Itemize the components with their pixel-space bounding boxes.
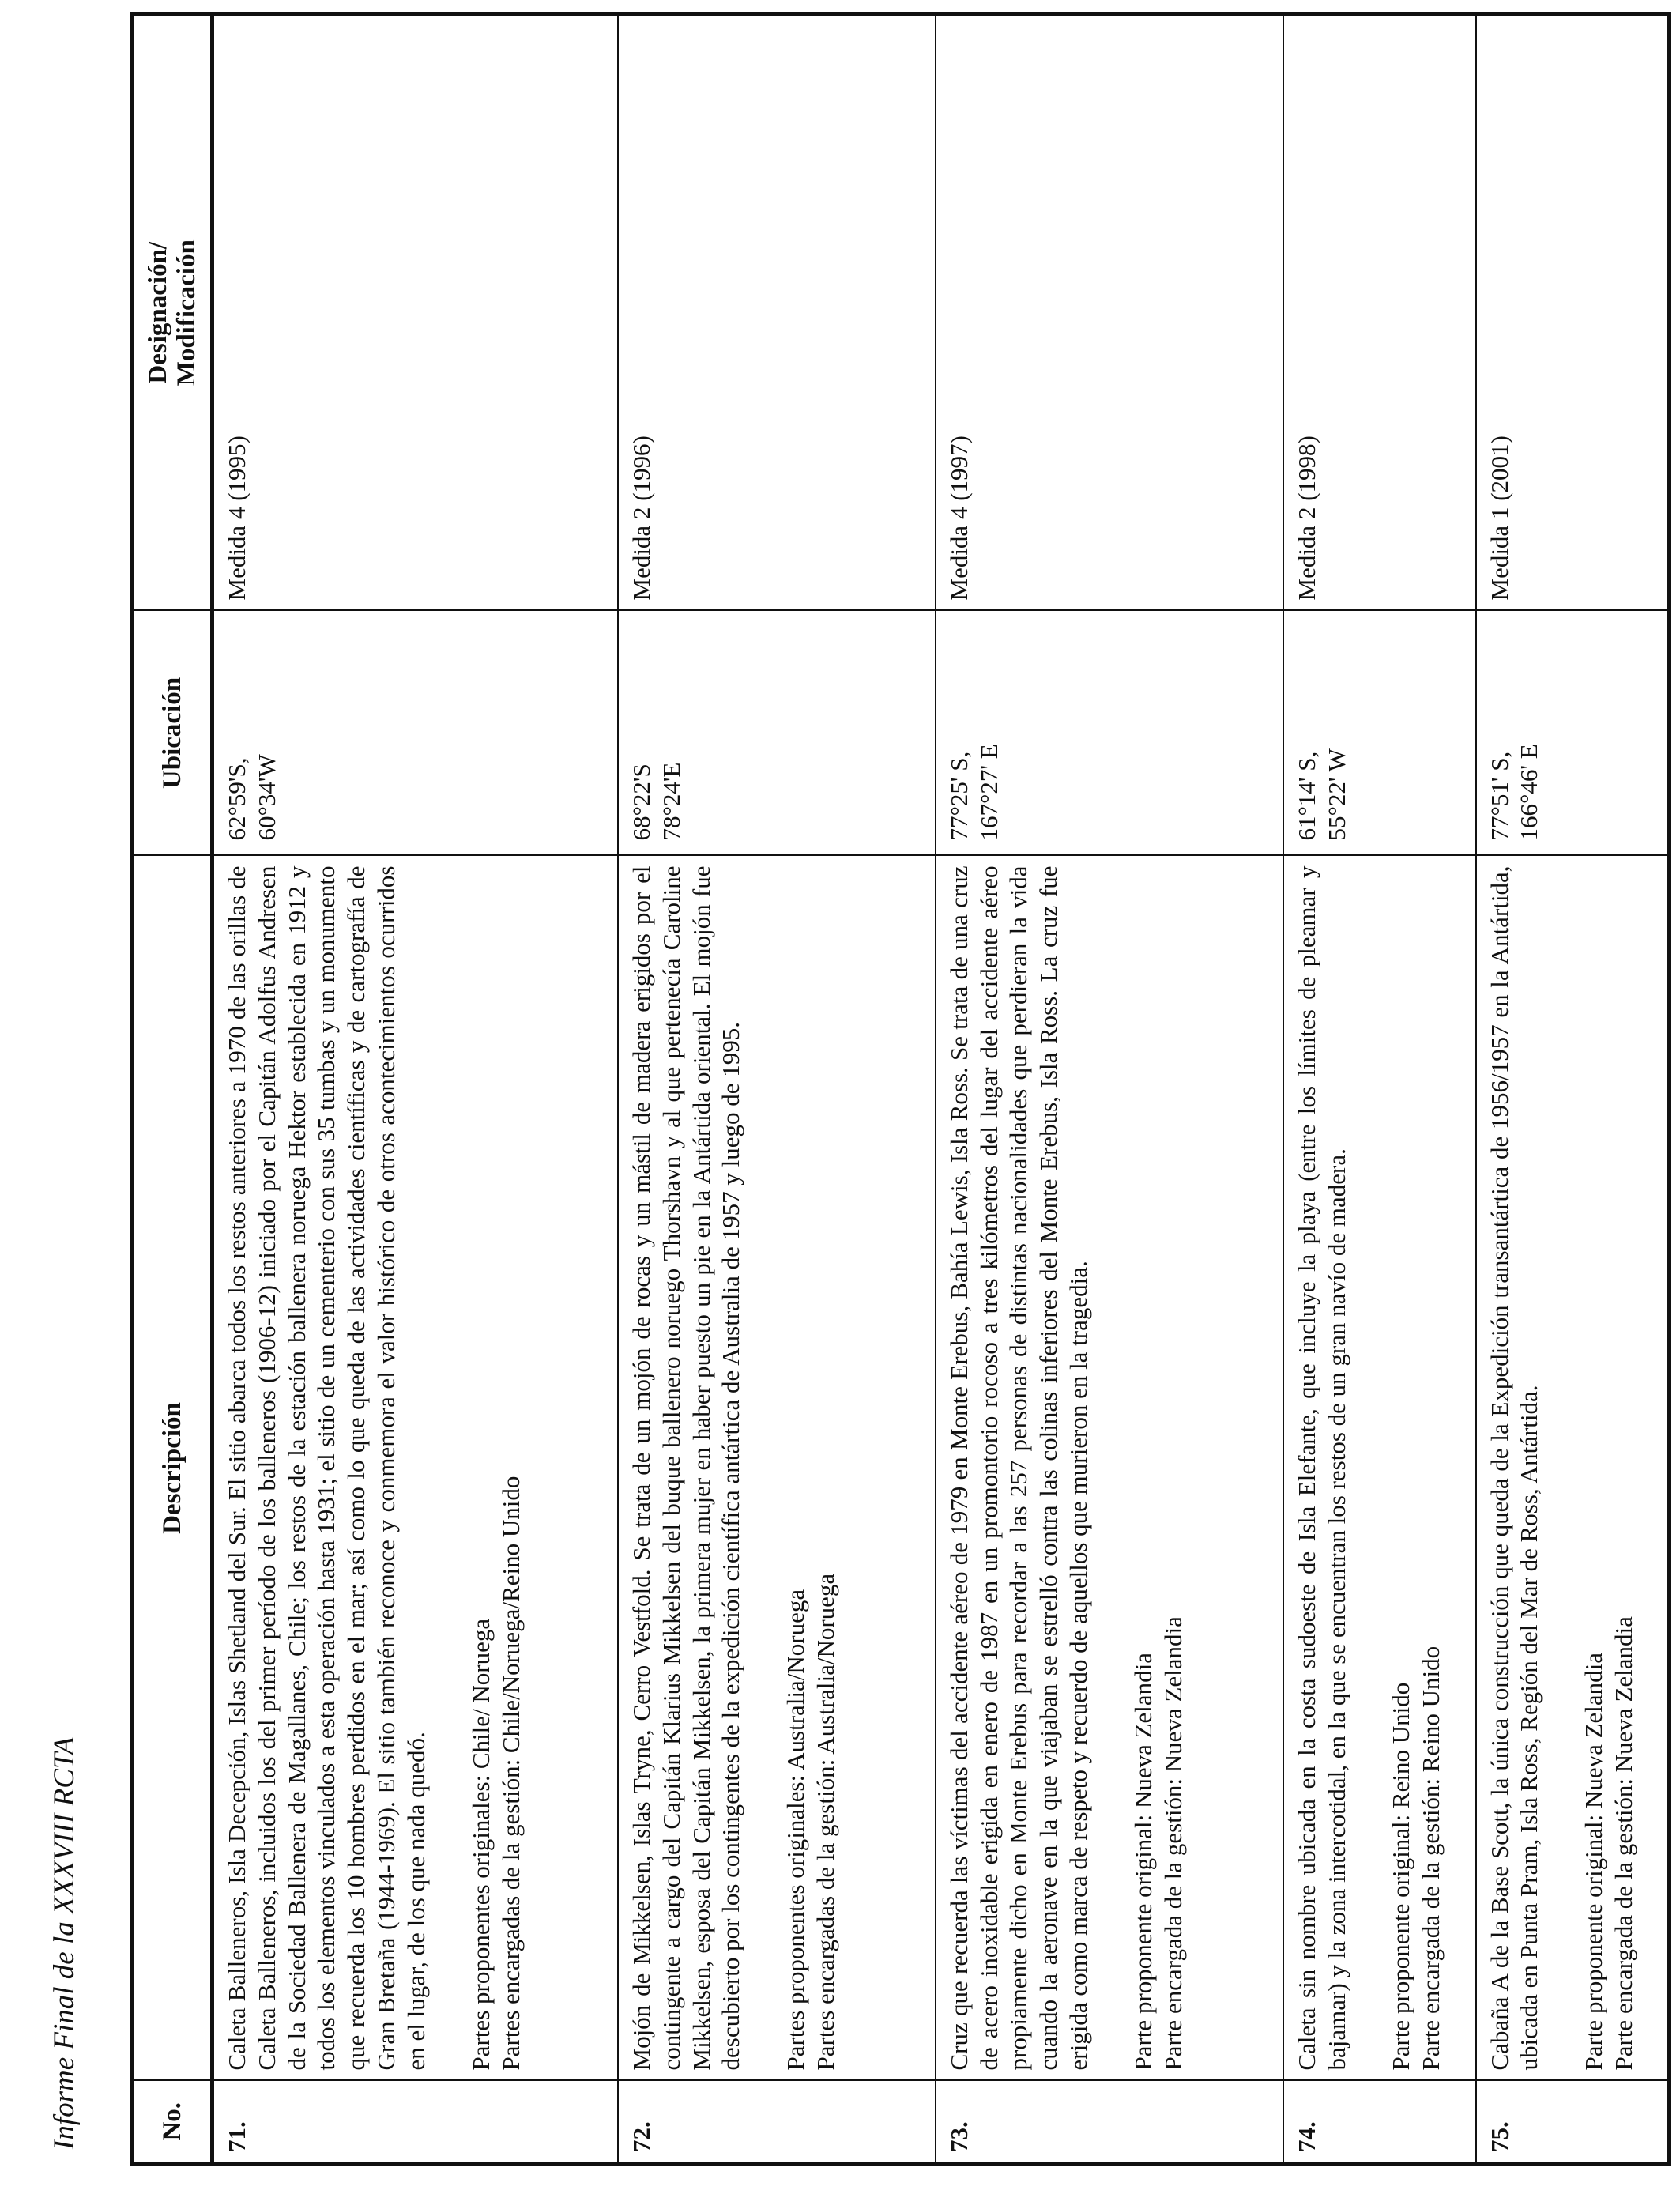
site-parties [1128, 866, 1188, 2071]
header-no: No. [133, 2081, 213, 2164]
site-parties [1386, 866, 1446, 2071]
proposing-parties: Parte proponente original: Reino Unido [1387, 1682, 1415, 2071]
site-latitude: 61°14' S, [1292, 751, 1320, 841]
proposing-parties: Parte proponente original: Nueva Zelandia [1128, 1652, 1157, 2071]
site-description: Caleta Balleneros, Isla Decepción, Islas Shetland del Sur. El sitio abarca todos los restos anteriores a 1970 de las orillas de Caleta Balleneros, incluidos los del primer período de los balleneros (1906-12) iniciado por el Capitán Adolfus Andresen de la Sociedad Ballenera de Magallanes, Chile; los restos de la estación ballenera noruega Hektor establecida en 1912 y todos los elementos vinculados a esta operación hasta 1931; el sitio de un cementerio con sus 35 tumbas y un monumento que recuerda los 10 hombres perdidos en el mar; así como lo que queda de las actividades científicas y de cartografía de Gran Bretaña (1944-1969). El sitio también reconoce y conmemora el valor histórico de otros acontecimientos ocurridos en el lugar, de los que nada quedó. [223, 865, 430, 2071]
site-longitude: 166°46' E [1515, 744, 1543, 841]
site-designation: Medida 2 (1998) [1283, 14, 1476, 611]
proposing-parties: Partes proponentes originales: Australia/Noruega [782, 1589, 810, 2071]
site-latitude: 77°51' S, [1485, 751, 1513, 841]
site-number: 71. [213, 2081, 618, 2164]
site-description-cell [936, 856, 1283, 2081]
site-latitude: 77°25' S, [944, 751, 973, 841]
site-number: 74. [1283, 2081, 1476, 2164]
site-longitude: 60°34'W [252, 754, 281, 841]
site-designation: Medida 2 (1996) [618, 14, 936, 611]
site-description: Cabaña A de la Base Scott, la única construcción que queda de la Expedición transantártica de 1956/1957 en la Antártida, ubicada en Punta Pram, Isla Ross, Región del Mar de Ross, Antártida. [1485, 865, 1543, 2071]
table-row [213, 14, 618, 2164]
site-parties [1579, 866, 1639, 2071]
site-location [618, 611, 936, 856]
site-longitude: 167°27' E [974, 744, 1003, 841]
rotated-table-wrapper [130, 16, 1671, 2166]
proposing-parties: Parte proponente original: Nueva Zelandia [1580, 1652, 1608, 2071]
site-designation: Medida 4 (1997) [936, 14, 1283, 611]
site-description: Cruz que recuerda las víctimas del accidente aéreo de 1979 en Monte Erebus, Bahía Lewis, Isla Ross. Se trata de una cruz de acero inoxidable erigida en enero de 1987 en un promontorio rocoso a tres kilómetros del lugar del accidente aéreo propiamente dicho en Monte Erebus para recordar a las 257 personas de distintas nacionalidades que perdieran la vida cuando la aeronave en la que viajaban se estrelló contra las colinas inferiores del Monte Erebus, Isla Ross. La cruz fue erigida como marca de respeto y recuerdo de aquellos que murieron en la tragedia. [944, 865, 1093, 2071]
site-location [213, 611, 618, 856]
site-parties [781, 866, 841, 2071]
site-description-cell [1476, 856, 1670, 2081]
site-designation: Medida 4 (1995) [213, 14, 618, 611]
site-location [936, 611, 1283, 856]
site-parties [466, 866, 526, 2071]
site-latitude: 68°22'S [627, 763, 655, 841]
site-description: Mojón de Mikkelsen, Islas Tryne, Cerro Vestfold. Se trata de un mojón de rocas y un mástil de madera erigidos por el contingente a cargo del Capitán Klarius Mikkelsen del buque ballenero noruego Thorshavn y al que pertenecía Caroline Mikkelsen, esposa del Capitán Mikkelsen, la primera mujer en haber puesto un pie en la Antártida oriental. El mojón fue descubierto por los contingentes de la expedición científica antártica de Australia de 1957 y luego de 1995. [627, 865, 745, 2071]
table-row [936, 14, 1283, 2164]
header-location: Ubicación [133, 611, 213, 856]
site-latitude: 62°59'S, [223, 757, 250, 841]
site-description-cell [618, 856, 936, 2081]
historic-sites-table [130, 12, 1671, 2166]
managing-parties: Parte encargada de la gestión: Nueva Zelandia [1158, 1616, 1187, 2071]
site-location [1283, 611, 1476, 856]
site-longitude: 55°22' W [1322, 748, 1350, 841]
header-designation-line2: Modificación [172, 239, 201, 386]
managing-parties: Parte encargada de la gestión: Reino Unido [1417, 1646, 1445, 2071]
site-description: Caleta sin nombre ubicada en la costa sudoeste de Isla Elefante, que incluye la playa (entre los límites de pleamar y bajamar) y la zona intercotidal, en la que se encuentran los restos de un gran navío de madera. [1292, 865, 1350, 2071]
table-header-row [133, 14, 213, 2164]
site-number: 73. [936, 2081, 1283, 2164]
site-longitude: 78°24'E [657, 762, 685, 841]
header-description: Descripción [133, 856, 213, 2081]
site-location [1476, 611, 1670, 856]
header-designation [133, 14, 213, 611]
table-row [1476, 14, 1670, 2164]
table-row [618, 14, 936, 2164]
managing-parties: Partes encargadas de la gestión: Chile/Noruega/Reino Unido [496, 1476, 525, 2071]
site-description-cell [213, 856, 618, 2081]
site-designation: Medida 1 (2001) [1476, 14, 1670, 611]
table-row [1283, 14, 1476, 2164]
running-head: Informe Final de la XXXVIII RCTA [48, 1736, 81, 2150]
proposing-parties: Partes proponentes originales: Chile/ Noruega [466, 1618, 495, 2071]
site-description-cell [1283, 856, 1476, 2081]
managing-parties: Partes encargadas de la gestión: Australia/Noruega [811, 1573, 839, 2071]
managing-parties: Parte encargada de la gestión: Nueva Zelandia [1610, 1616, 1638, 2071]
header-designation-line1: Designación/ [143, 241, 172, 384]
site-number: 72. [618, 2081, 936, 2164]
site-number: 75. [1476, 2081, 1670, 2164]
